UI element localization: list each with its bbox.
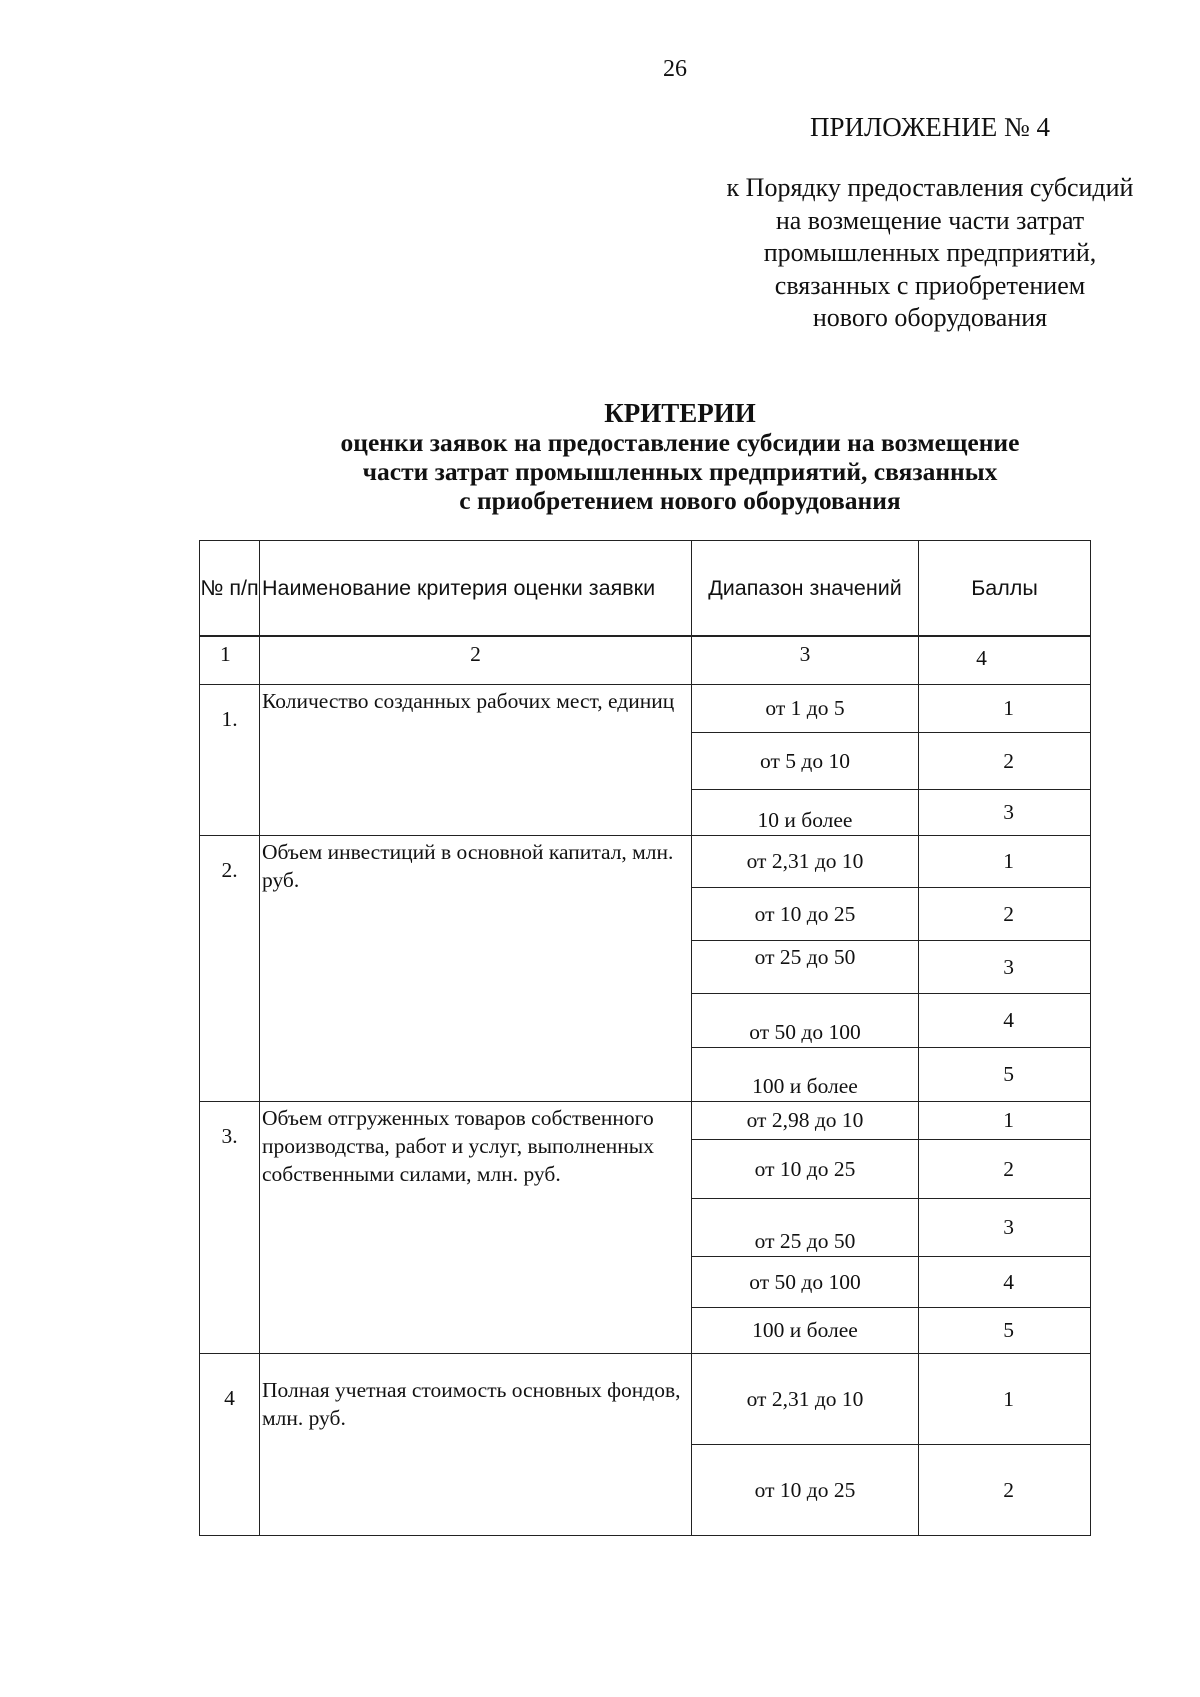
document-subtitle — [180, 428, 1180, 515]
score-value: 1 — [919, 836, 1091, 888]
appendix-subtitle — [690, 172, 1170, 335]
document-subtitle-line: части затрат промышленных предприятий, связанных — [362, 457, 998, 486]
criterion-name: Количество созданных рабочих мест, единиц — [260, 685, 692, 836]
appendix-subtitle-line: промышленных предприятий, — [763, 238, 1097, 267]
range-value: от 10 до 25 — [692, 1140, 919, 1199]
column-number: 3 — [692, 637, 919, 685]
score-value: 1 — [919, 1354, 1091, 1445]
score-value: 3 — [919, 941, 1091, 994]
range-value: от 2,31 до 10 — [692, 836, 919, 888]
header-score: Баллы — [919, 541, 1091, 636]
score-value: 5 — [919, 1308, 1091, 1354]
header-range: Диапазон значений — [692, 541, 919, 636]
score-value: 1 — [919, 685, 1091, 733]
header-criterion-name: Наименование критерия оценки заявки — [260, 541, 692, 636]
score-value: 5 — [919, 1048, 1091, 1102]
score-value: 2 — [919, 1445, 1091, 1536]
range-value: от 2,98 до 10 — [692, 1102, 919, 1140]
range-value: от 2,31 до 10 — [692, 1354, 919, 1445]
range-value: от 25 до 50 — [692, 941, 919, 994]
criterion-name: Объем отгруженных товаров собственного производства, работ и услуг, выполненных собственными силами, млн. руб. — [260, 1102, 692, 1354]
header-number: № п/п — [200, 541, 260, 636]
score-value: 2 — [919, 1140, 1091, 1199]
table-header-row — [200, 541, 1091, 636]
appendix-subtitle-line: нового оборудования — [812, 303, 1048, 332]
table-row — [200, 1102, 1091, 1140]
score-value: 3 — [919, 790, 1091, 836]
document-subtitle-line: оценки заявок на предоставление субсидии на возмещение — [340, 428, 1020, 457]
range-value: 10 и более — [692, 790, 919, 836]
range-value: от 50 до 100 — [692, 994, 919, 1048]
column-number-row — [200, 637, 1091, 685]
appendix-subtitle-line: связанных с приобретением — [774, 270, 1086, 300]
score-value: 2 — [919, 733, 1091, 790]
column-number: 4 — [919, 637, 1091, 685]
criterion-number: 4 — [200, 1354, 260, 1536]
appendix-subtitle-line: на возмещение части затрат — [775, 205, 1085, 235]
range-value: 100 и более — [692, 1048, 919, 1102]
table-row — [200, 836, 1091, 888]
document-title: КРИТЕРИИ — [604, 398, 756, 428]
score-value: 4 — [919, 1257, 1091, 1308]
score-value: 2 — [919, 888, 1091, 941]
criterion-name: Объем инвестиций в основной капитал, млн. руб. — [260, 836, 692, 1102]
range-value: от 50 до 100 — [692, 1257, 919, 1308]
criterion-number: 1. — [200, 685, 260, 836]
document-subtitle-line: с приобретением нового оборудования — [459, 486, 901, 515]
appendix-title: ПРИЛОЖЕНИЕ № 4 — [809, 112, 1051, 142]
range-value: от 25 до 50 — [692, 1199, 919, 1257]
score-value: 1 — [919, 1102, 1091, 1140]
page-number: 26 — [663, 56, 687, 82]
range-value: 100 и более — [692, 1308, 919, 1354]
range-value: от 10 до 25 — [692, 1445, 919, 1536]
column-number: 2 — [260, 637, 692, 685]
criterion-number: 2. — [200, 836, 260, 1102]
criterion-name: Полная учетная стоимость основных фондов, млн. руб. — [260, 1354, 692, 1536]
criteria-table — [199, 540, 1091, 1536]
range-value: от 5 до 10 — [692, 733, 919, 790]
range-value: от 1 до 5 — [692, 685, 919, 733]
criterion-number: 3. — [200, 1102, 260, 1354]
appendix-subtitle-line: к Порядку предоставления субсидий — [726, 173, 1134, 202]
column-number: 1 — [200, 637, 260, 685]
table-row — [200, 1354, 1091, 1445]
range-value: от 10 до 25 — [692, 888, 919, 941]
table-row — [200, 685, 1091, 733]
score-value: 4 — [919, 994, 1091, 1048]
score-value: 3 — [919, 1199, 1091, 1257]
